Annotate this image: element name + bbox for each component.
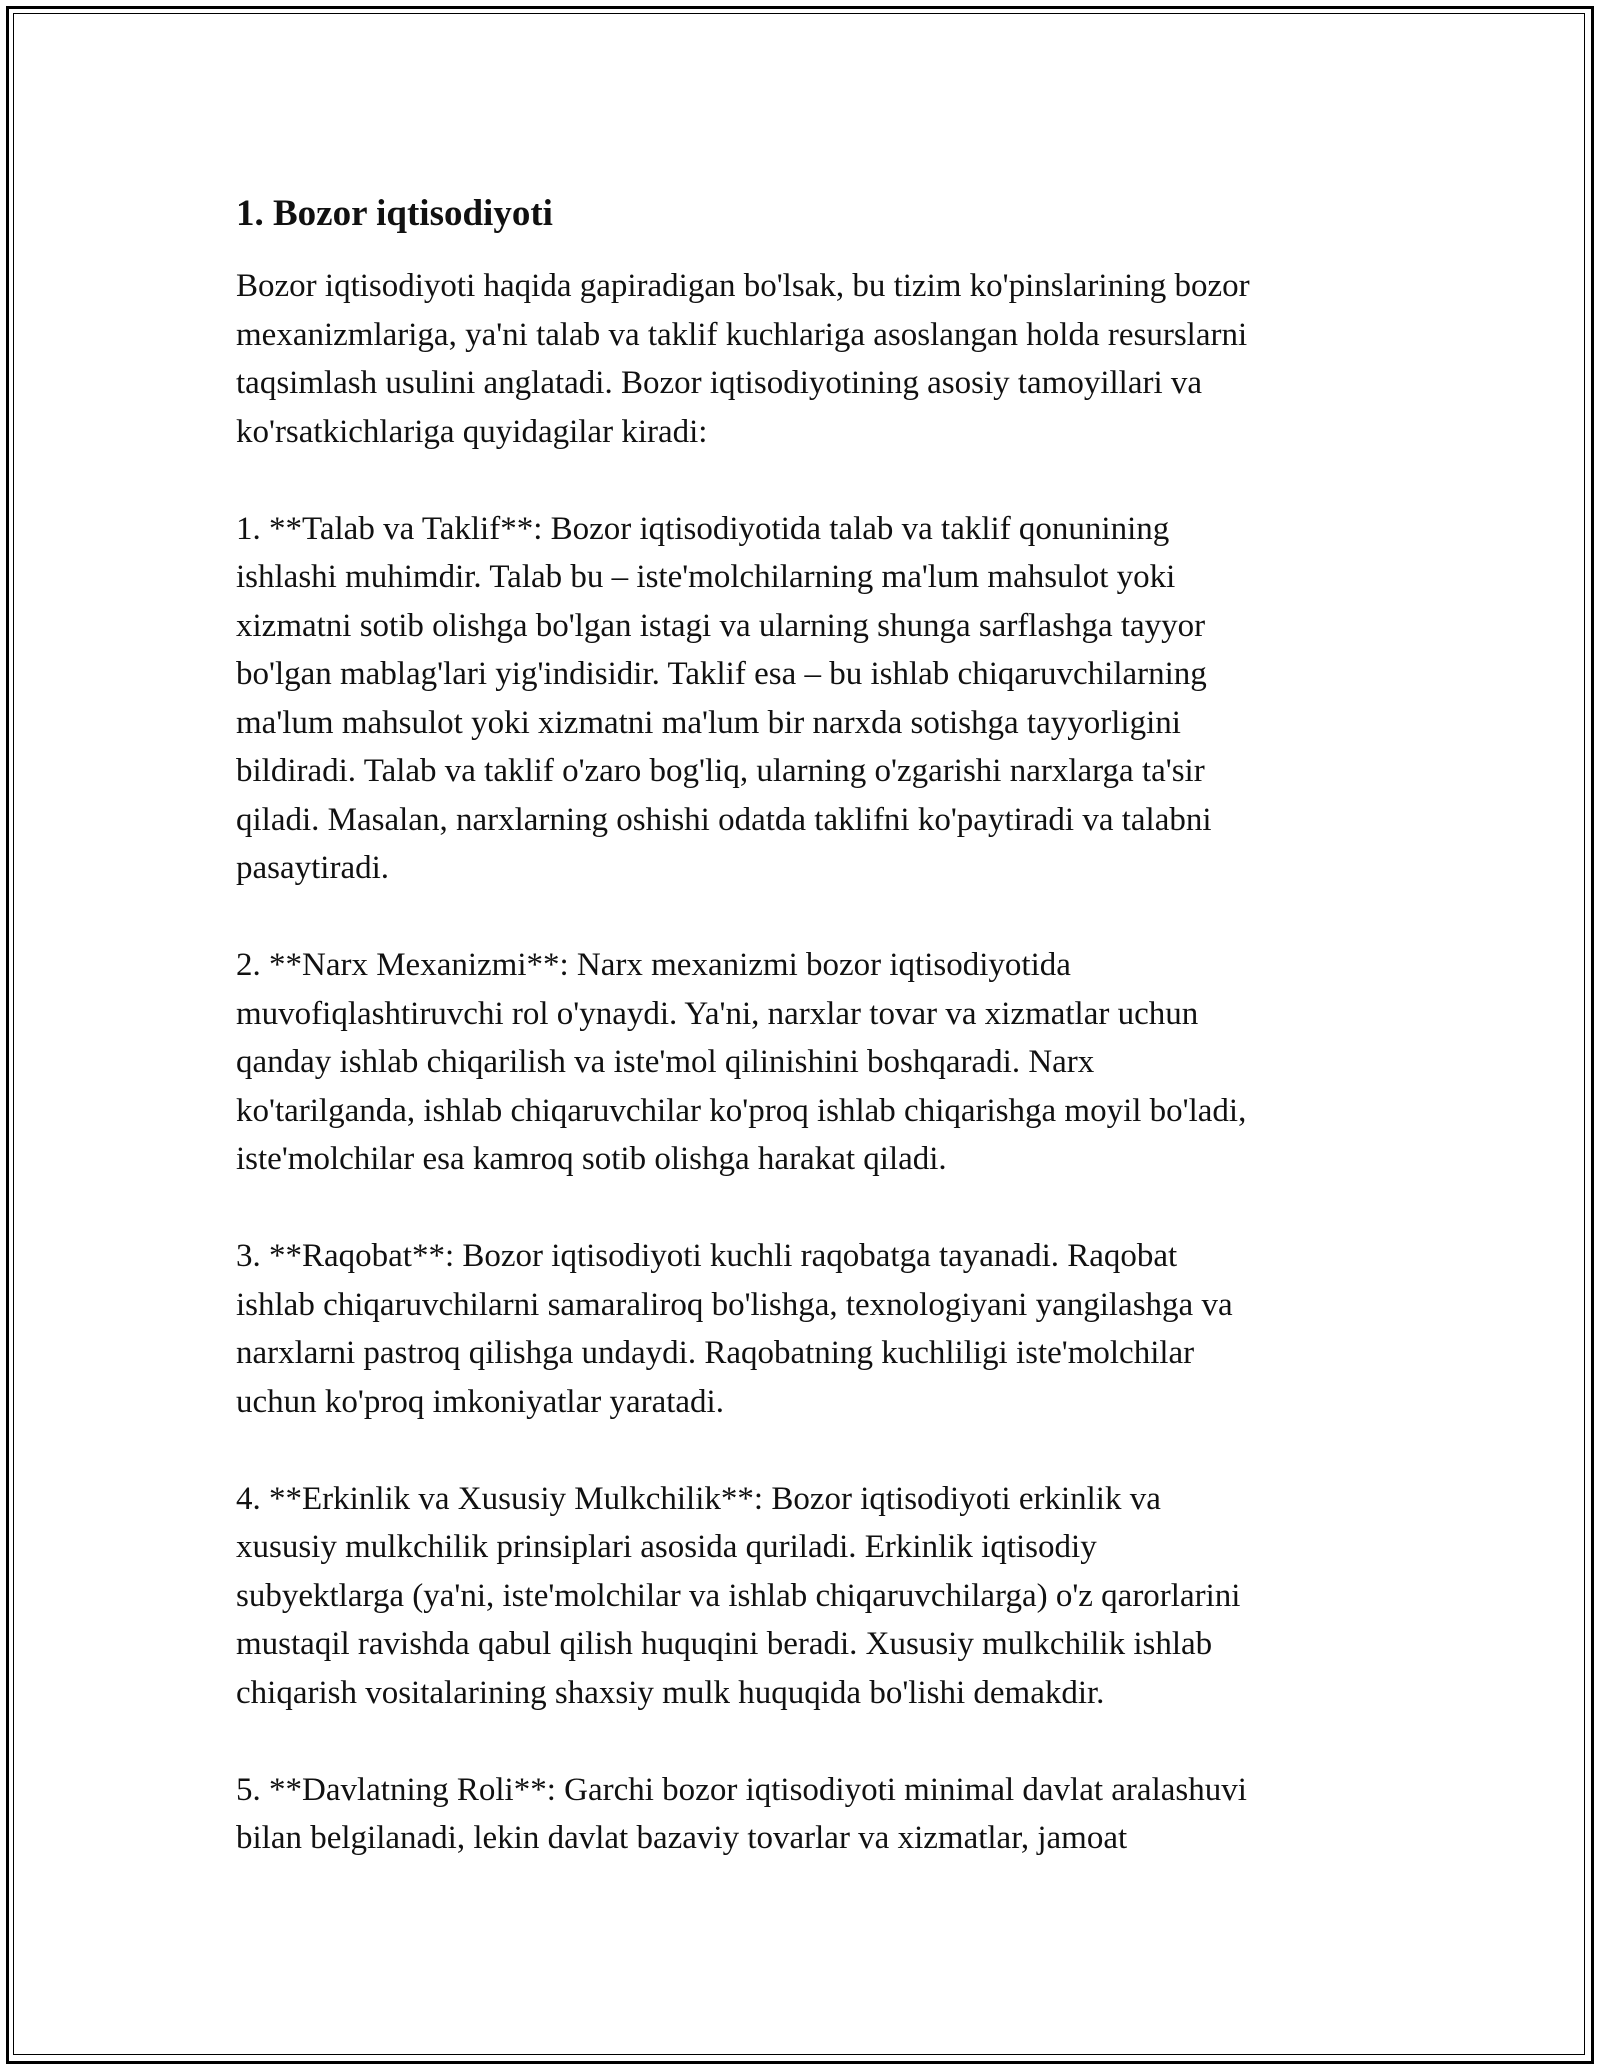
paragraph-davlatning-roli: 5. **Davlatning Roli**: Garchi bozor iqtisodiyoti minimal davlat aralashuvi bilan belgilanadi, lekin davlat bazaviy tovarlar va xizmatlar, jamoat	[236, 1771, 1247, 1856]
paragraph-talab-va-taklif: 1. **Talab va Taklif**: Bozor iqtisodiyotida talab va taklif qonunining ishlashi muhimdir. Talab bu – iste'molchilarning ma'lum mahsulot yoki xizmatni sotib olishga bo'lgan istagi va ularning shunga sarflashga tayyor bo'lgan mablag'lari yig'indisidir. Taklif esa – bu ishlab chiqaruvchilarning ma'lum mahsulot yoki xizmatni ma'lum bir narxda sotishga tayyorligini bildiradi. Talab va taklif o'zaro bog'liq, ularning o'zgarishi narxlarga ta'sir qiladi. Masalan, narxlarning oshishi odatda taklifni ko'paytiradi va talabni pasaytiradi.	[236, 510, 1212, 886]
paragraph-narx-mexanizmi: 2. **Narx Mexanizmi**: Narx mexanizmi bozor iqtisodiyotida muvofiqlashtiruvchi rol o'ynaydi. Ya'ni, narxlar tovar va xizmatlar uchun qanday ishlab chiqarilish va iste'mol qilinishini boshqaradi. Narx ko'tarilganda, ishlab chiqaruvchilar ko'proq ishlab chiqarishga moyil bo'ladi, iste'molchilar esa kamroq sotib olishga harakat qiladi.	[236, 947, 1247, 1177]
paragraph-erkinlik: 4. **Erkinlik va Xususiy Mulkchilik**: Bozor iqtisodiyoti erkinlik va xususiy mulkchilik prinsiplari asosida quriladi. Erkinlik iqtisodiy subyektlarga (ya'ni, iste'molchilar va ishlab chiqaruvchilarga) o'z qarorlarini mustaqil ravishda qabul qilish huquqini beradi. Xususiy mulkchilik ishlab chiqarish vositalarining shaxsiy mulk huquqida bo'lishi demakdir.	[236, 1480, 1241, 1711]
paragraph-raqobat: 3. **Raqobat**: Bozor iqtisodiyoti kuchli raqobatga tayanadi. Raqobat ishlab chiqaruvchilarni samaraliroq bo'lishga, texnologiyani yangilashga va narxlarni pastroq qilishga undaydi. Raqobatning kuchliligi iste'molchilar uchun ko'proq imkoniyatlar yaratadi.	[236, 1238, 1233, 1420]
intro-paragraph: Bozor iqtisodiyoti haqida gapiradigan bo'lsak, bu tizim ko'pinslarining bozor mexanizmlariga, ya'ni talab va taklif kuchlariga asoslangan holda resurslarni taqsimlash usulini anglatadi. Bozor iqtisodiyotining asosiy tamoyillari va ko'rsatkichlariga quyidagilar kiradi:	[236, 268, 1250, 450]
section-heading: 1. Bozor iqtisodiyoti	[236, 193, 553, 234]
document-body	[236, 190, 1376, 1911]
